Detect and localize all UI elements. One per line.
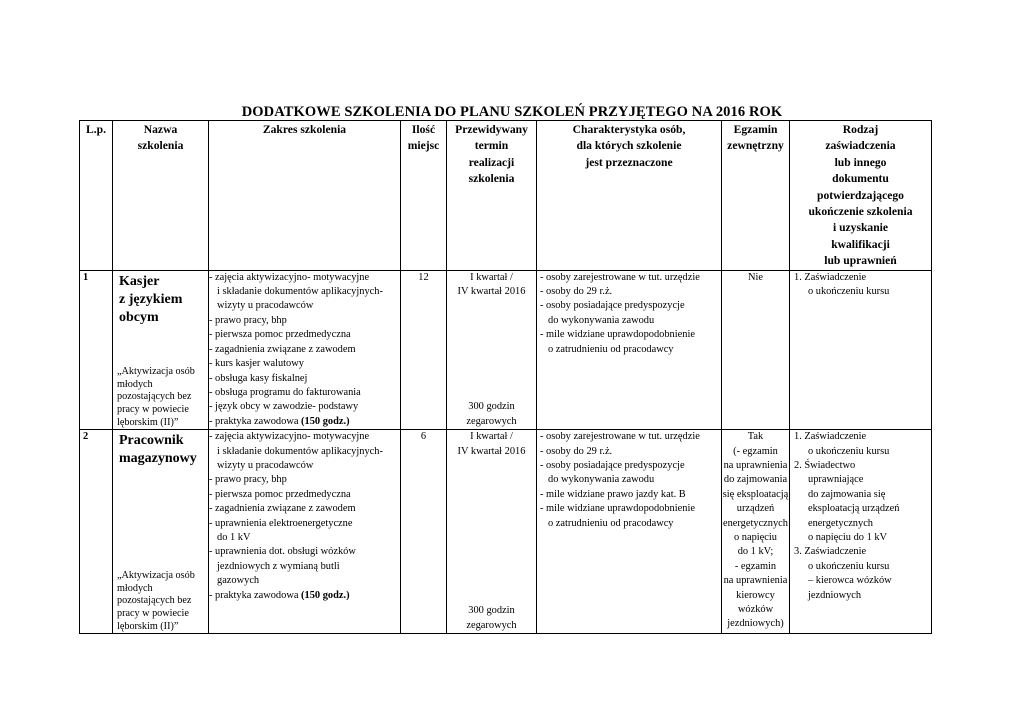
header-termin: Przewidywany termin realizacji szkolenia — [447, 121, 537, 271]
header-ilosc: Ilość miejsc — [401, 121, 447, 271]
table-row — [80, 270, 932, 429]
training-name: Pracownik magazynowy — [119, 433, 197, 467]
training-table — [79, 120, 932, 634]
header-charakterystyka: Charakterystyka osób, dla których szkolenie jest przeznaczone — [537, 121, 722, 271]
training-name-cell — [113, 270, 209, 429]
characteristics-cell: - osoby zarejestrowane w tut. urzędzie - osoby do 29 r.ż. - osoby posiadające predyspozycje do wykonywania zawodu - mile widziane uprawdopodobnienie o zatrudnieniu od pracodawcy — [537, 270, 722, 429]
header-rodzaj: Rodzaj zaświadczenia lub innego dokumentu potwierdzającego ukończenie szkolenia i uzyskanie kwalifikacji lub uprawnień — [790, 121, 932, 271]
project-name: „Aktywizacja osób młodych pozostających bez pracy w powiecie lęborskim (II)” — [117, 570, 195, 632]
row-number: 1 — [80, 270, 113, 429]
characteristics-cell: - osoby zarejestrowane w tut. urzędzie - osoby do 29 r.ż. - osoby posiadające predyspozycje do wykonywania zawodu - mile widziane prawo jazdy kat. B - mile widziane uprawdopodobnienie o zatrudnieniu od pracodawcy — [537, 430, 722, 634]
hours: 300 godzin zegarowych — [466, 605, 517, 631]
header-zakres: Zakres szkolenia — [209, 121, 401, 271]
scope-cell: - zajęcia aktywizacyjno- motywacyjne i składanie dokumentów aplikacyjnych- wizyty u pracodawców - prawo pracy, bhp - pierwsza pomoc przedmedyczna - zagadnienia związane z zawodem - uprawnienia elektroenergetyczne do 1 kV - uprawnienia dot. obsługi wózków jezdniowych z wymianą butli gazowych - praktyka zawodowa (150 godz.) — [209, 430, 401, 634]
hours: 300 godzin zegarowych — [466, 401, 517, 427]
header-row — [80, 121, 932, 271]
places-cell: 12 — [401, 270, 447, 429]
term-cell: I kwartał / IV kwartał 2016 300 godzin zegarowych — [447, 430, 537, 634]
training-name: Kasjer z językiem obcym — [119, 273, 183, 325]
certificate-cell: 1. Zaświadczenie o ukończeniu kursu 2. Świadectwo uprawniające do zajmowania się eksploatacją urządzeń energetycznych o napięciu do 1 kV 3. Zaświadczenie o ukończeniu kursu – kierowca wózków jezdniowych — [790, 430, 932, 634]
certificate-cell: 1. Zaświadczenie o ukończeniu kursu — [790, 270, 932, 429]
header-egzamin: Egzamin zewnętrzny — [722, 121, 790, 271]
training-name-cell — [113, 430, 209, 634]
header-lp: L.p. — [80, 121, 113, 271]
row-number: 2 — [80, 430, 113, 634]
term-cell: I kwartał / IV kwartał 2016 300 godzin zegarowych — [447, 270, 537, 429]
places-cell: 6 — [401, 430, 447, 634]
header-nazwa: Nazwa szkolenia — [113, 121, 209, 271]
project-name: „Aktywizacja osób młodych pozostających bez pracy w powiecie lęborskim (II)” — [117, 366, 195, 428]
exam-cell: Tak (- egzamin na uprawnienia do zajmowania się eksploatacją urządzeń energetycznych o napięciu do 1 kV; - egzamin na uprawnienia kierowcy wózków jezdniowych) — [722, 430, 790, 634]
scope-cell: - zajęcia aktywizacyjno- motywacyjne i składanie dokumentów aplikacyjnych- wizyty u pracodawców - prawo pracy, bhp - pierwsza pomoc przedmedyczna - zagadnienia związane z zawodem - kurs kasjer walutowy - obsługa kasy fiskalnej - obsługa programu do fakturowania - język obcy w zawodzie- podstawy - praktyka zawodowa (150 godz.) — [209, 270, 401, 429]
table-row — [80, 430, 932, 634]
exam-cell: Nie — [722, 270, 790, 429]
page-title: DODATKOWE SZKOLENIA DO PLANU SZKOLEŃ PRZYJĘTEGO NA 2016 ROK — [241, 104, 783, 120]
